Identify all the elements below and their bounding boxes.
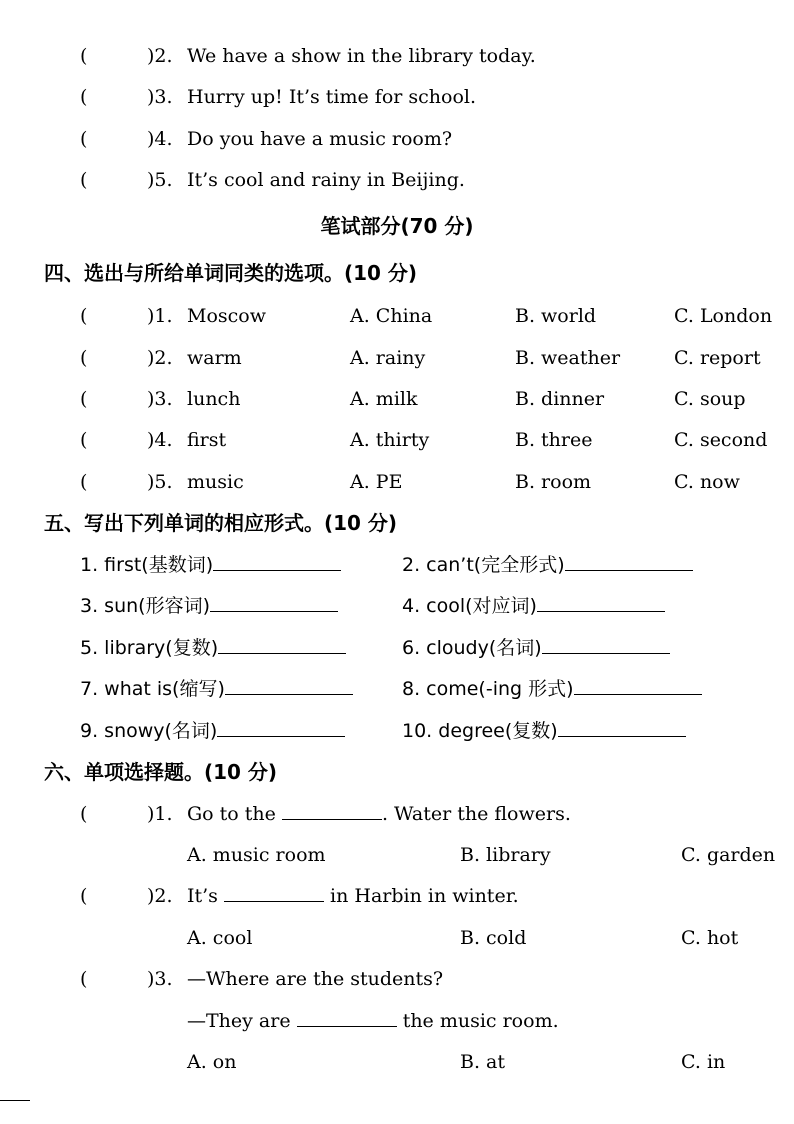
given-word: first: [187, 429, 227, 451]
word-form-prompt: 1. first(基数词): [80, 554, 214, 576]
s5-row-3: [0, 633, 794, 663]
option-c: C. hot: [681, 927, 739, 949]
word-form-prompt: 8. come(-ing 形式): [402, 678, 574, 700]
question-text: . Water the flowers.: [381, 803, 571, 825]
answer-blank[interactable]: [558, 716, 686, 737]
item-text: It’s cool and rainy in Beijing.: [187, 169, 465, 191]
s6-q3-options: [0, 1047, 794, 1077]
answer-paren[interactable]: (: [80, 86, 88, 108]
answer-blank[interactable]: [218, 633, 346, 654]
item-number: )5.: [147, 169, 173, 191]
answer-paren[interactable]: (: [80, 885, 88, 907]
answer-paren[interactable]: (: [80, 388, 88, 410]
s6-q1: [0, 799, 794, 829]
question-text: the music room.: [402, 1010, 559, 1032]
s6-q2-options: [0, 923, 794, 953]
answer-blank[interactable]: [213, 550, 341, 571]
question-text: —They are: [187, 1010, 291, 1032]
item-number: )4.: [147, 429, 173, 451]
s4-item-3: [0, 384, 794, 414]
option-a: A. China: [350, 305, 433, 327]
word-form-prompt: 4. cool(对应词): [402, 595, 537, 617]
item-number: )1.: [147, 305, 173, 327]
option-b: B. room: [515, 471, 592, 493]
option-c: C. London: [674, 305, 773, 327]
option-c: C. now: [674, 471, 740, 493]
answer-paren[interactable]: (: [80, 471, 88, 493]
option-b: B. at: [460, 1051, 506, 1073]
answer-blank[interactable]: [297, 1006, 397, 1027]
answer-blank[interactable]: [282, 799, 382, 820]
answer-paren[interactable]: (: [80, 169, 88, 191]
answer-paren[interactable]: (: [80, 968, 88, 990]
option-a: A. music room: [187, 844, 326, 866]
item-text: Hurry up! It’s time for school.: [187, 86, 477, 108]
option-b: B. world: [515, 305, 597, 327]
option-a: A. PE: [350, 471, 403, 493]
option-c: C. second: [674, 429, 768, 451]
question-text: in Harbin in winter.: [330, 885, 519, 907]
listening-item-4: [0, 124, 794, 154]
item-number: )1.: [147, 803, 173, 825]
answer-paren[interactable]: (: [80, 347, 88, 369]
listening-item-2: [0, 41, 794, 71]
answer-blank[interactable]: [574, 674, 702, 695]
answer-paren[interactable]: (: [80, 429, 88, 451]
s4-item-5: [0, 467, 794, 497]
s5-row-4: [0, 674, 794, 704]
item-number: )4.: [147, 128, 173, 150]
page-edge-mark: [0, 1100, 30, 1101]
s6-q3: [0, 964, 794, 994]
answer-blank[interactable]: [225, 674, 353, 695]
option-c: C. in: [681, 1051, 726, 1073]
word-form-prompt: 7. what is(缩写): [80, 678, 225, 700]
option-b: B. weather: [515, 347, 621, 369]
item-number: )5.: [147, 471, 173, 493]
option-b: B. dinner: [515, 388, 605, 410]
s6-q1-options: [0, 840, 794, 870]
item-number: )3.: [147, 968, 173, 990]
s5-row-2: [0, 591, 794, 621]
item-number: )3.: [147, 388, 173, 410]
answer-blank[interactable]: [224, 881, 324, 902]
option-b: B. cold: [460, 927, 527, 949]
given-word: warm: [187, 347, 242, 369]
answer-paren[interactable]: (: [80, 305, 88, 327]
answer-blank[interactable]: [542, 633, 670, 654]
answer-paren[interactable]: (: [80, 128, 88, 150]
option-b: B. library: [460, 844, 551, 866]
s6-q3-line2: [0, 1006, 794, 1036]
section5-title: 五、写出下列单词的相应形式。(10 分): [44, 511, 398, 535]
s4-item-1: [0, 301, 794, 331]
option-a: A. cool: [187, 927, 253, 949]
option-a: A. rainy: [350, 347, 426, 369]
section6-title: 六、单项选择题。(10 分): [44, 760, 278, 784]
word-form-prompt: 10. degree(复数): [402, 720, 558, 742]
word-form-prompt: 5. library(复数): [80, 637, 219, 659]
item-number: )2.: [147, 347, 173, 369]
answer-paren[interactable]: (: [80, 803, 88, 825]
word-form-prompt: 9. snowy(名词): [80, 720, 218, 742]
s5-row-5: [0, 716, 794, 746]
s4-item-2: [0, 343, 794, 373]
item-number: )2.: [147, 45, 173, 67]
option-c: C. report: [674, 347, 761, 369]
s5-row-1: [0, 550, 794, 580]
answer-blank[interactable]: [210, 591, 338, 612]
given-word: Moscow: [187, 305, 266, 327]
written-part-title: 笔试部分(70 分): [320, 214, 474, 238]
option-a: A. thirty: [350, 429, 430, 451]
word-form-prompt: 3. sun(形容词): [80, 595, 210, 617]
item-number: )2.: [147, 885, 173, 907]
question-text: Go to the: [187, 803, 276, 825]
option-a: A. on: [187, 1051, 237, 1073]
option-c: C. soup: [674, 388, 746, 410]
option-a: A. milk: [350, 388, 418, 410]
option-c: C. garden: [681, 844, 776, 866]
word-form-prompt: 6. cloudy(名词): [402, 637, 542, 659]
option-b: B. three: [515, 429, 593, 451]
answer-blank[interactable]: [537, 591, 665, 612]
word-form-prompt: 2. can’t(完全形式): [402, 554, 565, 576]
s6-q2: [0, 881, 794, 911]
given-word: lunch: [187, 388, 241, 410]
item-text: We have a show in the library today.: [187, 45, 536, 67]
answer-paren[interactable]: (: [80, 45, 88, 67]
section4-title: 四、选出与所给单词同类的选项。(10 分): [44, 261, 418, 285]
answer-blank[interactable]: [217, 716, 345, 737]
question-text: —Where are the students?: [187, 968, 444, 990]
listening-item-5: [0, 165, 794, 195]
question-text: It’s: [187, 885, 218, 907]
answer-blank[interactable]: [565, 550, 693, 571]
given-word: music: [187, 471, 244, 493]
listening-item-3: [0, 82, 794, 112]
s4-item-4: [0, 425, 794, 455]
item-text: Do you have a music room?: [187, 128, 453, 150]
item-number: )3.: [147, 86, 173, 108]
